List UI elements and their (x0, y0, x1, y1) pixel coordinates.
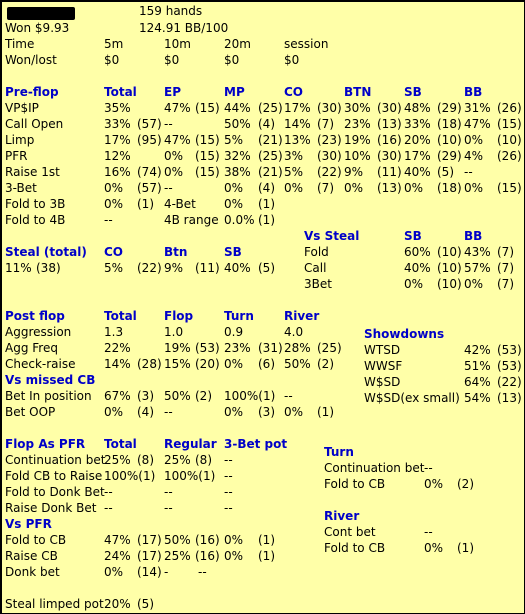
stat-count: (1) (457, 541, 474, 555)
won-amount: Won $9.93 (5, 21, 70, 35)
stat-value: 5% (224, 133, 244, 147)
stat-value: 25% (164, 549, 191, 563)
stat-value: 57% (464, 261, 491, 275)
stat-value: 9% (344, 165, 364, 179)
stat-label: Raise Donk Bet (5, 501, 97, 515)
stat-count: (95) (137, 133, 162, 147)
stat-value: 48% (404, 101, 431, 115)
stat-count: (6) (258, 357, 275, 371)
flop-pfr-title: Flop As PFR (5, 437, 86, 451)
stat-value: -- (104, 213, 113, 227)
stat-count: (30) (317, 101, 342, 115)
stat-label: Aggression (5, 325, 72, 339)
stat-count: (15) (195, 165, 220, 179)
stat-label: Fold to Donk Bet (5, 485, 105, 499)
stat-value: -- (424, 525, 433, 539)
stat-value: 5% (104, 261, 124, 275)
stat-label: W$SD (364, 375, 401, 389)
stat-value: 5% (284, 165, 304, 179)
stat-value: 20% (104, 597, 131, 611)
stat-count: (2) (317, 357, 334, 371)
stat-value: 0% (104, 405, 124, 419)
stat-value: 25% (104, 453, 131, 467)
preflop-title: Pre-flop (5, 85, 59, 99)
stat-value: 22% (104, 341, 131, 355)
period-10m: 10m (164, 37, 191, 51)
stat-value: -- (104, 501, 113, 515)
stat-value: -- (464, 165, 473, 179)
stat-value: -- (164, 501, 173, 515)
stat-value: 0% (224, 549, 244, 563)
stat-value: 67% (104, 389, 131, 403)
stat-value: 20% (404, 133, 431, 147)
stat-label: Donk bet (5, 565, 60, 579)
stat-value: 50% (164, 533, 191, 547)
period-20m: 20m (224, 37, 251, 51)
stat-value: 42% (464, 343, 491, 357)
stat-value: 100%(1) (164, 469, 216, 483)
stats-popup-panel (1, 1, 525, 614)
stat-value: 0.0% (224, 213, 255, 227)
stat-value: 40% (404, 165, 431, 179)
stat-value: 33% (404, 117, 431, 131)
stat-count: (2) (457, 477, 474, 491)
flop-pfr-header-regular: Regular (164, 437, 217, 451)
stat-label: Fold (304, 245, 329, 259)
stat-count: (15) (195, 149, 220, 163)
stat-value: 100%(1) (104, 469, 156, 483)
stat-label: Continuation bet (5, 453, 106, 467)
stat-value: -- (224, 453, 233, 467)
stat-value: 23% (224, 341, 251, 355)
wonlost-5m: $0 (104, 53, 120, 67)
stat-value: 15% (164, 357, 191, 371)
stat-label: 3-Bet (5, 181, 37, 195)
stat-count: (31) (258, 341, 283, 355)
stat-count: (10) (497, 133, 522, 147)
stat-value: 60% (404, 245, 431, 259)
stat-label: Bet In position (5, 389, 92, 403)
stat-count: (74) (137, 165, 162, 179)
stat-value: 12% (104, 149, 131, 163)
stat-value: -- (284, 389, 293, 403)
flop-pfr-header-total: Total (104, 437, 137, 451)
stat-count: (10) (437, 245, 462, 259)
stat-label: Fold to CB (324, 541, 386, 555)
postflop-header-turn: Turn (224, 309, 254, 323)
stat-value: 4.0 (284, 325, 304, 339)
stat-value: 47% (164, 133, 191, 147)
stat-value: 0% (104, 565, 124, 579)
stat-value: 19% (344, 133, 371, 147)
stat-label: Bet OOP (5, 405, 56, 419)
stat-value: 0% (284, 181, 304, 195)
stat-value: 4% (464, 149, 484, 163)
hands-count: 159 hands (139, 4, 203, 18)
stat-label: VP$IP (5, 101, 39, 115)
stat-label: 3Bet (304, 277, 332, 291)
redacted-player-name (7, 7, 75, 20)
stat-count: (53) (497, 343, 522, 357)
stat-value: 24% (104, 549, 131, 563)
stat-count: (22) (317, 165, 342, 179)
preflop-header-total: Total (104, 85, 137, 99)
stat-count: (26) (497, 149, 522, 163)
stat-value: 0% (104, 197, 124, 211)
stat-value: 0% (224, 181, 244, 195)
stat-count: (8) (195, 453, 212, 467)
stat-count: (25) (258, 149, 283, 163)
stat-count: (11) (195, 261, 220, 275)
stat-label: Limp (5, 133, 35, 147)
stat-value: 47% (164, 101, 191, 115)
stat-value: -- (164, 405, 173, 419)
stat-count: (18) (437, 181, 462, 195)
stat-count: (1) (258, 533, 275, 547)
stat-value: 0% (424, 541, 444, 555)
vs-missed-cb-title: Vs missed CB (5, 373, 96, 387)
stat-count: (1) (317, 405, 334, 419)
steal-header-sb: SB (224, 245, 242, 259)
stat-count: (2) (195, 389, 212, 403)
stat-count: (13) (497, 391, 522, 405)
stat-count: (16) (377, 133, 402, 147)
stat-value: -- (424, 461, 433, 475)
stat-value: 13% (284, 133, 311, 147)
stat-count: (57) (137, 181, 162, 195)
stat-value: 9% (164, 261, 184, 275)
stat-value: 3% (284, 149, 304, 163)
stat-count: (20) (195, 357, 220, 371)
stat-value: 17% (284, 101, 311, 115)
stat-value: -- (164, 117, 173, 131)
stat-value: 0% (464, 181, 484, 195)
stat-count: (53) (497, 359, 522, 373)
stat-count: (3) (137, 389, 154, 403)
stat-value: 38% (224, 165, 251, 179)
stat-value: 0% (224, 405, 244, 419)
stat-count: (17) (137, 533, 162, 547)
stat-count: (3) (258, 405, 275, 419)
stat-value: 43% (464, 245, 491, 259)
stat-label: Fold to CB (5, 533, 67, 547)
steal-header-btn: Btn (164, 245, 188, 259)
wonlost-10m: $0 (164, 53, 180, 67)
stat-label: Steal limped pot (5, 597, 104, 611)
stat-count: (5) (137, 597, 154, 611)
stat-count: (7) (317, 117, 334, 131)
stat-value: 0% (224, 197, 244, 211)
stat-value: 14% (104, 357, 131, 371)
stat-count: (23) (317, 133, 342, 147)
stat-value: -- (104, 485, 113, 499)
period-session: session (284, 37, 329, 51)
stat-count: (30) (377, 149, 402, 163)
stat-value: 35% (104, 101, 131, 115)
stat-value: -- (224, 485, 233, 499)
stat-label: 4-Bet (164, 197, 196, 211)
stat-count: (13) (377, 181, 402, 195)
bb-per-100: 124.91 BB/100 (139, 21, 229, 35)
stat-count: (21) (258, 133, 283, 147)
vs-pfr-title: Vs PFR (5, 517, 52, 531)
stat-count: (10) (437, 261, 462, 275)
stat-value: 28% (284, 341, 311, 355)
stat-label: PFR (5, 149, 28, 163)
stat-count: (5) (437, 165, 454, 179)
postflop-header-river: River (284, 309, 320, 323)
stat-value: 16% (104, 165, 131, 179)
stat-label: Raise CB (5, 549, 58, 563)
stat-value: 0% (464, 133, 484, 147)
stat-count: (16) (195, 549, 220, 563)
stat-count: (13) (377, 117, 402, 131)
stat-label: Fold CB to Raise (5, 469, 103, 483)
stat-value: 54% (464, 391, 491, 405)
stat-label: Continuation bet (324, 461, 425, 475)
stat-value: -- (164, 181, 173, 195)
stat-value: 47% (104, 533, 131, 547)
stat-value: 0% (224, 357, 244, 371)
stat-count: (25) (317, 341, 342, 355)
stat-count: (1) (258, 213, 275, 227)
stat-label: Fold to CB (324, 477, 386, 491)
stat-value: 31% (464, 101, 491, 115)
stat-value: 0% (284, 405, 304, 419)
stat-value: 0% (464, 277, 484, 291)
stat-count: (17) (137, 549, 162, 563)
stat-value: 23% (344, 117, 371, 131)
stat-count: (15) (195, 101, 220, 115)
stat-label: Call Open (5, 117, 64, 131)
stat-value: 10% (344, 149, 371, 163)
stat-count: (18) (437, 117, 462, 131)
wonlost-label: Won/lost (5, 53, 57, 67)
stat-value: 1.3 (104, 325, 124, 339)
stat-count: (21) (258, 165, 283, 179)
steal-header-co: CO (104, 245, 124, 259)
preflop-header-co: CO (284, 85, 304, 99)
stat-value: 32% (224, 149, 251, 163)
preflop-header-ep: EP (164, 85, 181, 99)
vs-steal-header-bb: BB (464, 229, 483, 243)
stat-count: (28) (137, 357, 162, 371)
stat-value: 47% (464, 117, 491, 131)
wonlost-session: $0 (284, 53, 300, 67)
stat-value: 40% (224, 261, 251, 275)
stat-label: Cont bet (324, 525, 376, 539)
stat-value: 0% (404, 277, 424, 291)
stat-value: 0% (344, 181, 364, 195)
stat-label: Check-raise (5, 357, 76, 371)
stat-count: (1) (258, 549, 275, 563)
vs-steal-header-sb: SB (404, 229, 422, 243)
stat-value: 14% (284, 117, 311, 131)
stat-count: (8) (137, 453, 154, 467)
stat-count: (22) (137, 261, 162, 275)
showdowns-title: Showdowns (364, 327, 445, 341)
stat-count: (15) (497, 117, 522, 131)
stat-value: 25% (164, 453, 191, 467)
stat-value: 17% (104, 133, 131, 147)
stat-value: 50% (224, 117, 251, 131)
stat-count: (10) (437, 133, 462, 147)
stat-count: (1) (137, 197, 154, 211)
stat-count: (7) (497, 261, 514, 275)
stat-value: -- (224, 501, 233, 515)
stat-value: 44% (224, 101, 251, 115)
stat-value: 0% (164, 165, 184, 179)
stat-count: (38) (36, 261, 61, 275)
stat-value: -- (224, 469, 233, 483)
steal-total-title: Steal (total) (5, 245, 87, 259)
stat-value: 19% (164, 341, 191, 355)
stat-count: (22) (497, 375, 522, 389)
stat-count: (30) (377, 101, 402, 115)
stat-label: Agg Freq (5, 341, 58, 355)
stat-label: W$SD(ex small) (364, 391, 460, 405)
stat-count: (29) (437, 149, 462, 163)
stat-label: WWSF (364, 359, 403, 373)
stat-count: (29) (437, 101, 462, 115)
preflop-header-btn: BTN (344, 85, 372, 99)
stat-value: 30% (344, 101, 371, 115)
stat-value: 1.0 (164, 325, 184, 339)
stat-value: 0.9 (224, 325, 244, 339)
stat-count: (7) (497, 277, 514, 291)
stat-value: 11% (5, 261, 32, 275)
stat-count: (5) (258, 261, 275, 275)
stat-label: 4B range (164, 213, 219, 227)
stat-value: 0% (424, 477, 444, 491)
stat-count: (15) (497, 181, 522, 195)
stat-value: 40% (404, 261, 431, 275)
stat-label: Raise 1st (5, 165, 60, 179)
stat-count: (4) (137, 405, 154, 419)
stat-count: (10) (437, 277, 462, 291)
stat-value: - (164, 565, 169, 579)
stat-value: 33% (104, 117, 131, 131)
stat-count: (7) (497, 245, 514, 259)
vs-steal-title: Vs Steal (304, 229, 360, 243)
stat-value: -- (198, 565, 207, 579)
stat-count: (4) (258, 181, 275, 195)
stat-label: Fold to 4B (5, 213, 66, 227)
stat-count: (25) (258, 101, 283, 115)
stat-value: 0% (164, 149, 184, 163)
stat-value: 0% (404, 181, 424, 195)
stat-count: (4) (258, 117, 275, 131)
wonlost-20m: $0 (224, 53, 240, 67)
stat-count: (11) (377, 165, 402, 179)
river-title: River (324, 509, 360, 523)
postflop-title: Post flop (5, 309, 65, 323)
stat-value: 51% (464, 359, 491, 373)
preflop-header-mp: MP (224, 85, 245, 99)
stat-value: 64% (464, 375, 491, 389)
preflop-header-sb: SB (404, 85, 422, 99)
stat-count: (26) (497, 101, 522, 115)
stat-value: 0% (224, 533, 244, 547)
stat-value: 50% (284, 357, 311, 371)
postflop-header-total: Total (104, 309, 137, 323)
stat-value: 100%(1) (224, 389, 276, 403)
stat-value: 0% (104, 181, 124, 195)
stat-value: -- (164, 485, 173, 499)
stat-count: (1) (258, 197, 275, 211)
stat-value: 17% (404, 149, 431, 163)
stat-value: 50% (164, 389, 191, 403)
stat-label: WTSD (364, 343, 401, 357)
stat-label: Call (304, 261, 327, 275)
stat-count: (14) (137, 565, 162, 579)
turn-title: Turn (324, 445, 354, 459)
stat-count: (15) (195, 133, 220, 147)
stat-count: (16) (195, 533, 220, 547)
flop-pfr-header-3bet: 3-Bet pot (224, 437, 288, 451)
postflop-header-flop: Flop (164, 309, 194, 323)
preflop-header-bb: BB (464, 85, 483, 99)
stat-count: (30) (317, 149, 342, 163)
stat-label: Fold to 3B (5, 197, 66, 211)
period-5m: 5m (104, 37, 124, 51)
stat-count: (57) (137, 117, 162, 131)
stat-count: (53) (195, 341, 220, 355)
stat-count: (7) (317, 181, 334, 195)
time-label: Time (5, 37, 35, 51)
